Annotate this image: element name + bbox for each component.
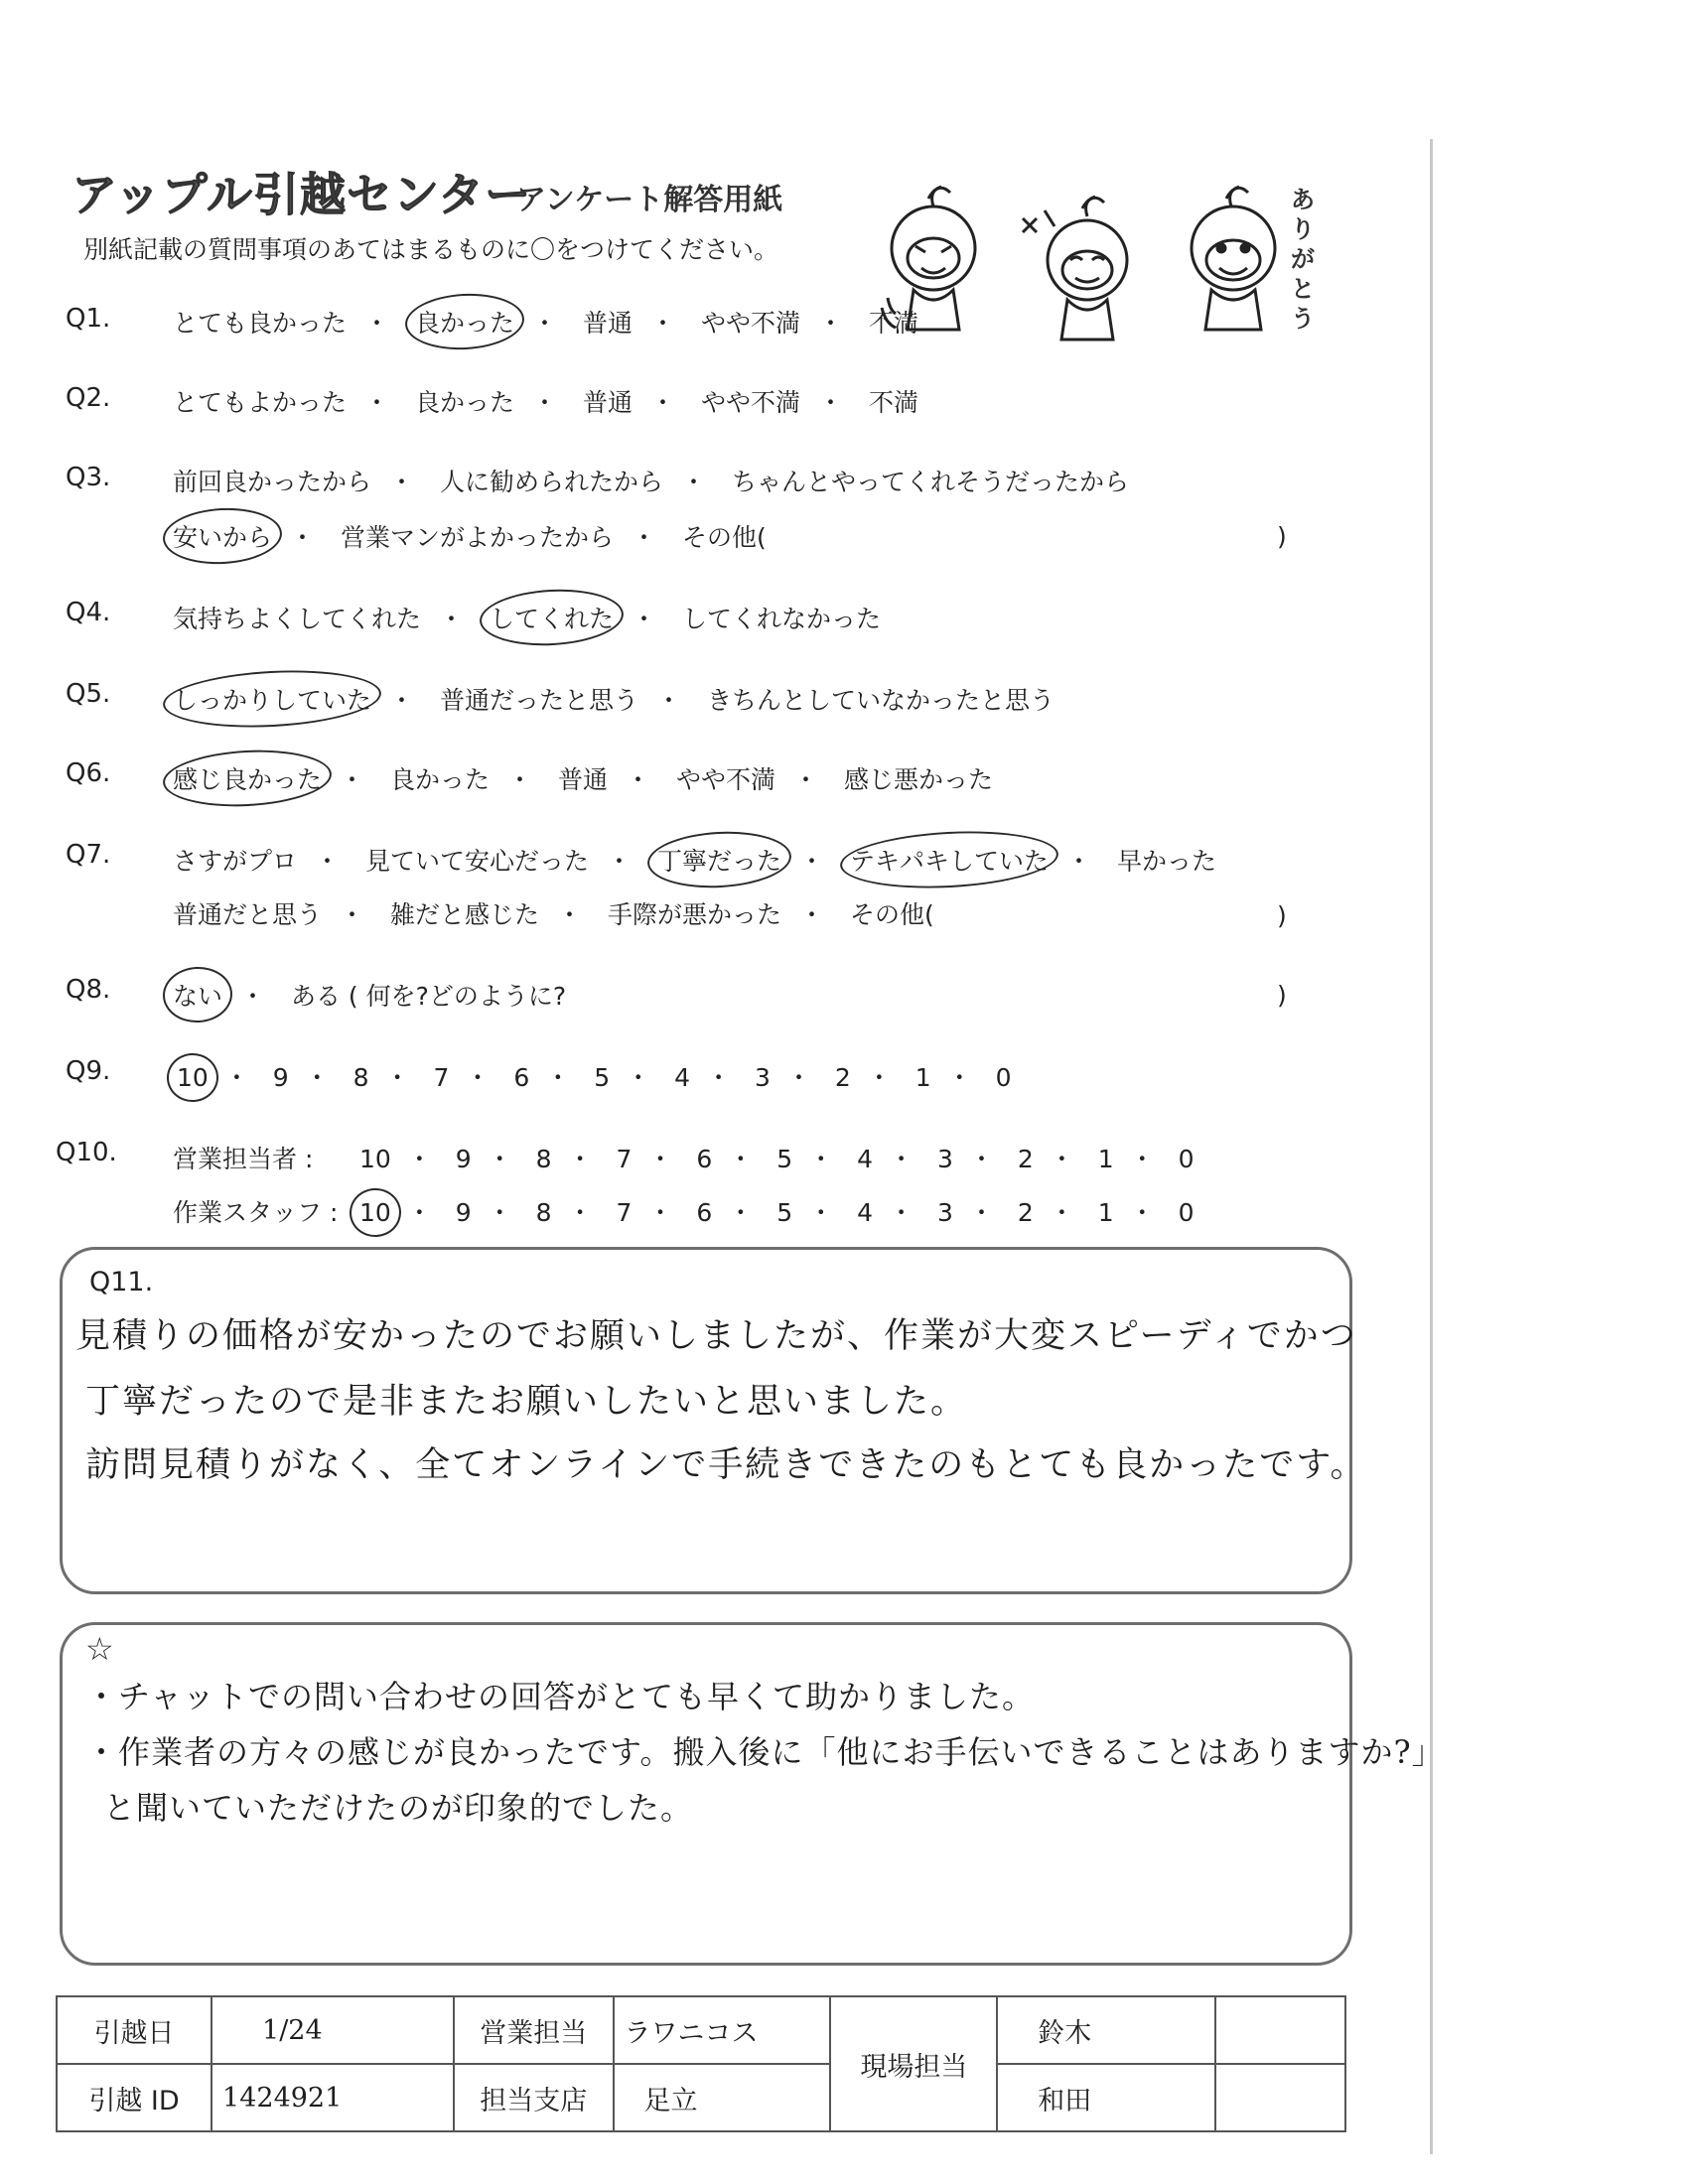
q7-option[interactable]: 手際が悪かった [607, 900, 781, 929]
q10-sales-score[interactable]: 8 [535, 1145, 552, 1173]
q10-sales-score[interactable]: 10 [359, 1145, 391, 1173]
q10-sales-score[interactable]: 1 [1097, 1145, 1114, 1173]
free-comment-line: ・作業者の方々の感じが良かったです。搬入後に「他にお手伝いできることはありますか?」 [85, 1733, 1445, 1771]
q4-options: 気持ちよくしてくれた ・ してくれた ・ してくれなかった [173, 600, 881, 635]
q9-score[interactable]: 6 [513, 1063, 530, 1092]
q6-options: 感じ良かった ・ 良かった ・ 普通 ・ やや不満 ・ 感じ悪かった [173, 760, 993, 796]
company-title: アップル引越センター [71, 168, 532, 221]
site-staff-value: 鈴木 [997, 1996, 1215, 2064]
q2-label: Q2. [66, 383, 111, 413]
mascot-illustration [874, 179, 1331, 357]
q10-sales-score[interactable]: 3 [937, 1145, 953, 1173]
q9-score[interactable]: 9 [272, 1063, 289, 1092]
q2-option[interactable]: 不満 [868, 388, 918, 417]
q10-sales-score[interactable]: 2 [1017, 1145, 1034, 1173]
q10-staff-score[interactable]: 4 [857, 1198, 874, 1227]
q10-sales-score[interactable]: 0 [1178, 1145, 1195, 1173]
q6-label: Q6. [66, 758, 111, 788]
q3-options-line2: 安いから ・ 営業マンがよかったから ・ その他( [173, 518, 767, 554]
q3-option[interactable]: 営業マンがよかったから [340, 523, 614, 552]
q10-staff-score[interactable]: 0 [1178, 1198, 1195, 1227]
q5-option[interactable]: 普通だったと思う [439, 686, 638, 715]
q7-label: Q7. [66, 840, 111, 870]
move-date-value: 1/24 [211, 1996, 454, 2064]
free-comment-line: ・チャットでの問い合わせの回答がとても早くて助かりました。 [85, 1678, 1036, 1715]
q4-label: Q4. [66, 598, 111, 627]
site-staff-value: 和田 [997, 2064, 1215, 2131]
q8-paren-close: ) [1277, 981, 1287, 1010]
q3-label: Q3. [66, 463, 111, 492]
q1-option[interactable]: 普通 [582, 309, 633, 338]
q3-option[interactable]: 人に勧められたから [439, 468, 663, 496]
q7-paren-close: ) [1277, 901, 1287, 930]
q3-option[interactable]: 前回良かったから [173, 468, 372, 496]
q5-options: しっかりしていた ・ 普通だったと思う ・ きちんとしていなかったと思う [173, 681, 1055, 717]
q9-score[interactable]: 4 [674, 1063, 691, 1092]
q7-option-selected[interactable]: テキパキしていた [850, 842, 1049, 878]
q7-options-line1: さすがプロ ・ 見ていて安心だった ・ 丁寧だった ・ テキパキしていた ・ 早かった [173, 842, 1216, 878]
q7-option[interactable]: 普通だと思う [173, 900, 323, 929]
q6-option[interactable]: 感じ悪かった [843, 765, 993, 794]
q10-sales-score[interactable]: 4 [857, 1145, 874, 1173]
q9-scale: 10 ・ 9 ・ 8 ・ 7 ・ 6 ・ 5 ・ 4 ・ 3 ・ 2 ・ 1 ・ 0 [177, 1063, 1012, 1092]
monkey-mascots-icon [874, 179, 1331, 357]
q11-comment-line: 丁寧だったので是非またお願いしたいと思いました。 [85, 1382, 968, 1422]
q1-option[interactable]: とても良かった [173, 309, 348, 338]
move-id-label: 引越 ID [57, 2064, 211, 2131]
q3-option[interactable]: ちゃんとやってくれそうだったから [731, 468, 1129, 496]
q9-score[interactable]: 0 [995, 1063, 1012, 1092]
q3-option-other[interactable]: その他( [681, 523, 767, 552]
q8-options: ない ・ ある ( 何を?どのように? [173, 977, 566, 1013]
q8-option[interactable]: ある ( 何を?どのように? [290, 982, 567, 1011]
q2-option[interactable]: やや不満 [700, 388, 800, 417]
q11-label: Q11. [89, 1267, 154, 1297]
footer-info-table [56, 1995, 1346, 2132]
q9-score[interactable]: 2 [834, 1063, 851, 1092]
q8-option-selected[interactable]: ない [173, 977, 222, 1013]
q10-staff-score[interactable]: 3 [937, 1198, 953, 1227]
q1-label: Q1. [66, 304, 111, 334]
q1-options: とても良かった ・ 良かった ・ 普通 ・ やや不満 ・ 不満 [173, 304, 918, 340]
q6-option-selected[interactable]: 感じ良かった [173, 760, 322, 796]
q10-staff-label: 作業スタッフ : [173, 1198, 339, 1227]
blank-cell [1215, 1996, 1345, 2064]
q6-option[interactable]: 普通 [557, 765, 608, 794]
q10-staff-score[interactable]: 7 [616, 1198, 633, 1227]
q10-sales-score[interactable]: 7 [616, 1145, 633, 1173]
branch-value: 足立 [614, 2064, 831, 2131]
q2-option[interactable]: 普通 [582, 388, 633, 417]
form-subtitle: アンケート解答用紙 [516, 183, 783, 217]
move-date-label: 引越日 [57, 1996, 211, 2064]
q10-sales-score[interactable]: 5 [776, 1145, 793, 1173]
sales-rep-label: 営業担当 [454, 1996, 614, 2064]
q11-comment-line: 訪問見積りがなく、全てオンラインで手続きできたのもとても良かったです。 [85, 1445, 1367, 1485]
q10-staff-scale: 10 ・ 9 ・ 8 ・ 7 ・ 6 ・ 5 ・ 4 ・ 3 ・ 2 ・ 1 ・ 0 [359, 1198, 1195, 1227]
q9-label: Q9. [66, 1056, 111, 1086]
q7-options-line2: 普通だと思う ・ 雑だと感じた ・ 手際が悪かった ・ その他( [173, 895, 934, 931]
q2-option[interactable]: 良かった [414, 388, 514, 417]
free-comment-line: と聞いていただけたのが印象的でした。 [103, 1789, 694, 1827]
q7-option[interactable]: 見ていて安心だった [364, 847, 589, 876]
q9-score[interactable]: 8 [352, 1063, 369, 1092]
instruction-text: 別紙記載の質問事項のあてはまるものに〇をつけてください。 [83, 235, 779, 264]
move-id-value: 1424921 [211, 2064, 454, 2131]
q9-score[interactable]: 7 [433, 1063, 450, 1092]
q4-option[interactable]: してくれなかった [681, 605, 881, 633]
q10-sales-scale: 10 ・ 9 ・ 8 ・ 7 ・ 6 ・ 5 ・ 4 ・ 3 ・ 2 ・ 1 ・ 0 [359, 1145, 1195, 1173]
q7-option[interactable]: 早かった [1116, 847, 1216, 876]
q2-option[interactable]: とてもよかった [173, 388, 348, 417]
q5-option[interactable]: きちんとしていなかったと思う [706, 686, 1055, 715]
q8-label: Q8. [66, 975, 111, 1005]
q3-paren-close: ) [1277, 522, 1287, 551]
q5-option-selected[interactable]: しっかりしていた [173, 681, 371, 717]
q10-staff-score[interactable]: 2 [1017, 1198, 1034, 1227]
q9-score-selected[interactable]: 10 [177, 1063, 209, 1092]
q10-sales-score[interactable]: 9 [455, 1145, 472, 1173]
q10-staff-score[interactable]: 1 [1097, 1198, 1114, 1227]
q1-option-selected[interactable]: 良かった [415, 304, 514, 340]
blank-cell [1215, 2064, 1345, 2131]
q9-score[interactable]: 1 [914, 1063, 931, 1092]
q10-staff-score[interactable]: 9 [455, 1198, 472, 1227]
q9-score[interactable]: 3 [755, 1063, 771, 1092]
q1-option[interactable]: 不満 [868, 309, 918, 338]
q6-option[interactable]: 良かった [389, 765, 490, 794]
branch-label: 担当支店 [454, 2064, 614, 2131]
q10-label: Q10. [56, 1138, 117, 1167]
q7-option[interactable]: 雑だと感じた [389, 900, 539, 929]
sales-rep-value: ラワニコス [614, 1996, 831, 2064]
mascot-caption: ありがとう [1291, 186, 1315, 333]
q10-staff-score-selected[interactable]: 10 [359, 1198, 391, 1227]
page-edge-line [1430, 139, 1433, 2154]
q5-label: Q5. [66, 679, 111, 709]
q10-staff-score[interactable]: 6 [696, 1198, 713, 1227]
q7-option-selected[interactable]: 丁寧だった [657, 842, 781, 878]
star-icon: ☆ [85, 1630, 114, 1668]
q10-sales-label: 営業担当者 : [173, 1145, 314, 1173]
q7-option-other[interactable]: その他( [849, 900, 934, 929]
q3-options-line1: 前回良かったから ・ 人に勧められたから ・ ちゃんとやってくれそうだったから [173, 463, 1129, 498]
q9-score[interactable]: 5 [594, 1063, 611, 1092]
q3-option-selected[interactable]: 安いから [173, 518, 272, 554]
q1-option[interactable]: やや不満 [700, 309, 800, 338]
q4-option-selected[interactable]: してくれた [490, 600, 614, 635]
q11-comment-line: 見積りの価格が安かったのでお願いしましたが、作業が大変スピーディでかつ [75, 1316, 1357, 1356]
q7-option[interactable]: さすがプロ [173, 847, 298, 876]
q4-option[interactable]: 気持ちよくしてくれた [173, 605, 422, 633]
q10-staff-score[interactable]: 8 [535, 1198, 552, 1227]
q10-sales-score[interactable]: 6 [696, 1145, 713, 1173]
q6-option[interactable]: やや不満 [675, 765, 775, 794]
q2-options: とてもよかった ・ 良かった ・ 普通 ・ やや不満 ・ 不満 [173, 383, 918, 419]
q10-staff-score[interactable]: 5 [776, 1198, 793, 1227]
site-staff-label: 現場担当 [830, 1996, 997, 2131]
